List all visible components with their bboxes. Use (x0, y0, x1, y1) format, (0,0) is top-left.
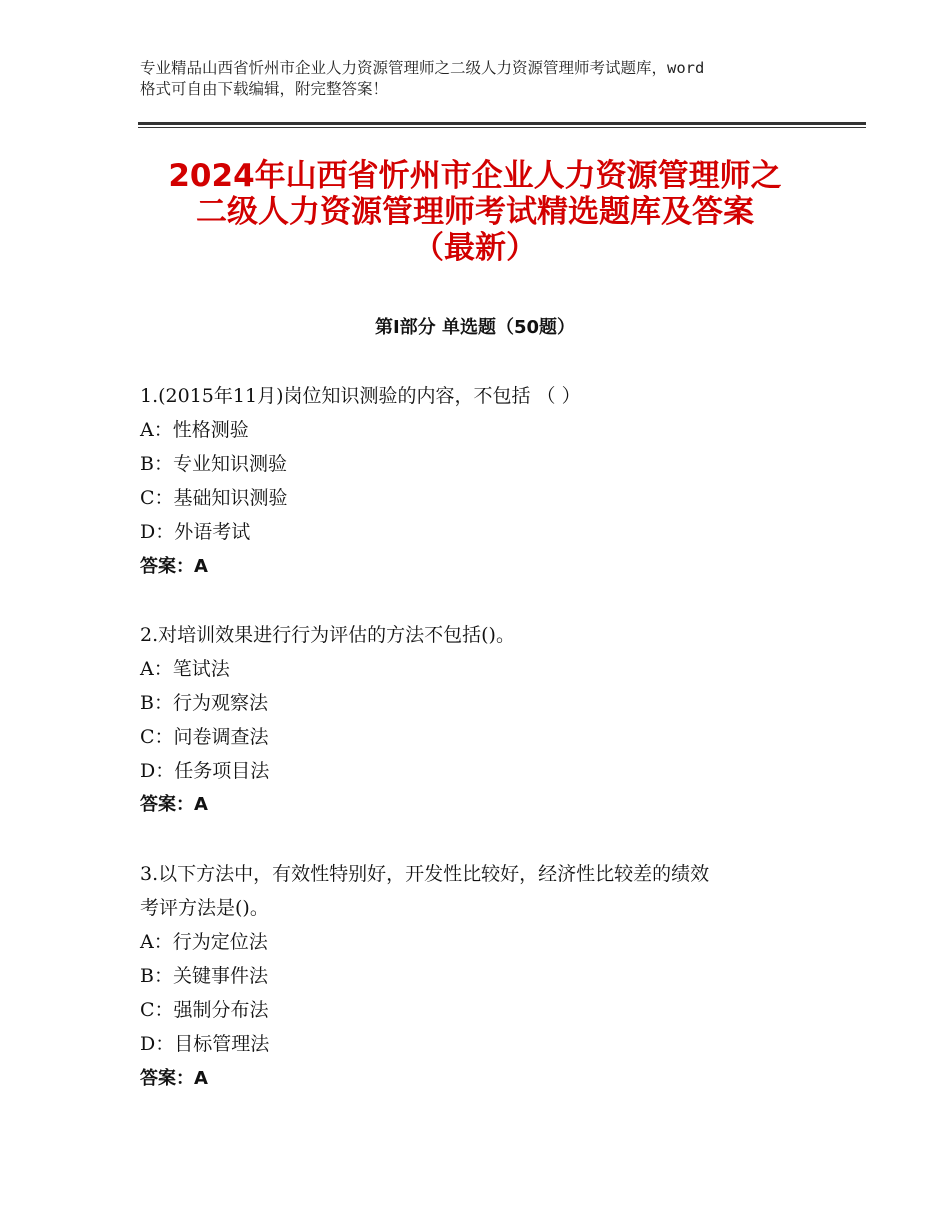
header-note-line-2: 格式可自由下载编辑，附完整答案！ (140, 80, 389, 98)
question-1-answer: 答案：A (140, 556, 208, 577)
header-note (140, 58, 840, 100)
question-2-option-b: B：行为观察法 (140, 692, 268, 714)
title-line-2: 二级人力资源管理师考试精选题库及答案 (196, 194, 754, 230)
question-3-answer: 答案：A (140, 1068, 208, 1089)
section-heading: 第Ⅰ部分 单选题（50题） (374, 317, 575, 338)
question-3-stem-line-1: 3.以下方法中，有效性特别好，开发性比较好，经济性比较差的绩效 (140, 863, 710, 885)
question-2-option-c: C：问卷调查法 (140, 726, 269, 748)
question-2-answer: 答案：A (140, 794, 208, 815)
question-1-stem: 1.(2015年11月)岗位知识测验的内容，不包括 （ ） (140, 385, 581, 407)
question-1-option-c: C：基础知识测验 (140, 487, 288, 509)
question-3-option-c: C：强制分布法 (140, 999, 269, 1021)
question-1-option-a: A：性格测验 (140, 419, 249, 441)
question-2-option-a: A：笔试法 (140, 658, 230, 680)
question-3-option-a: A：行为定位法 (140, 931, 268, 953)
question-2-option-d: D：任务项目法 (140, 760, 270, 782)
question-3-stem-line-2: 考评方法是()。 (140, 897, 269, 919)
header-note-line-1: 专业精品山西省忻州市企业人力资源管理师之二级人力资源管理师考试题库，word (140, 59, 705, 77)
question-2-stem: 2.对培训效果进行行为评估的方法不包括()。 (140, 624, 515, 646)
document-title (100, 158, 850, 266)
question-3-option-b: B：关键事件法 (140, 965, 268, 987)
title-line-3: （最新） (413, 230, 537, 266)
header-divider-thin (138, 127, 866, 128)
header-divider-thick (138, 122, 866, 125)
question-3-option-d: D：目标管理法 (140, 1033, 270, 1055)
question-1-option-d: D：外语考试 (140, 521, 251, 543)
question-1-option-b: B：专业知识测验 (140, 453, 287, 475)
title-line-1: 2024年山西省忻州市企业人力资源管理师之 (168, 158, 782, 194)
